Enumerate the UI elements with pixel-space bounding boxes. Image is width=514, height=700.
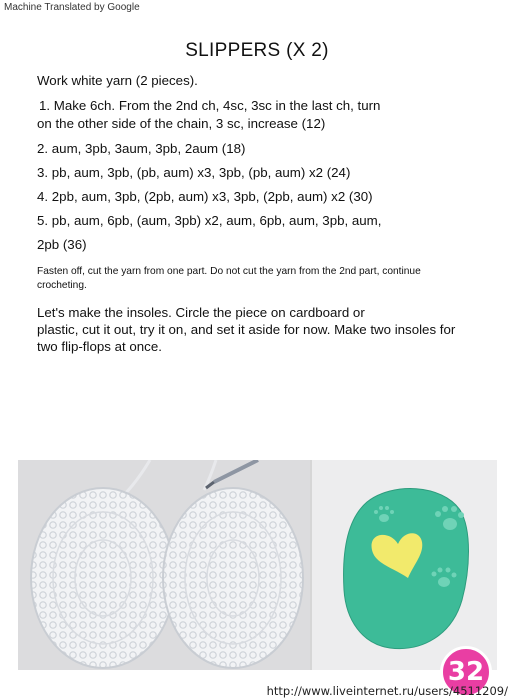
pattern-row-2: 2. aum, 3pb, 3aum, 3pb, 2aum (18) bbox=[37, 141, 246, 156]
pattern-intro: Work white yarn (2 pieces). bbox=[37, 73, 198, 88]
note-line-2: crocheting. bbox=[37, 280, 87, 291]
insole-photo bbox=[312, 460, 497, 670]
note-line-1: Fasten off, cut the yarn from one part. Do not cut the yarn from the 2nd part, continue bbox=[37, 266, 421, 277]
source-url: http://www.liveinternet.ru/users/4511209/ bbox=[266, 684, 508, 698]
pattern-row-1-cont: on the other side of the chain, 3 sc, increase (12) bbox=[37, 116, 326, 131]
page-title: SLIPPERS (X 2) bbox=[185, 40, 329, 61]
insoles-line-3: two flip-flops at once. bbox=[37, 339, 162, 354]
insoles-line-1: Let's make the insoles. Circle the piece on cardboard or bbox=[37, 305, 365, 320]
crochet-sole-right bbox=[163, 488, 303, 668]
photo-strip bbox=[18, 460, 497, 670]
page-number: 32 bbox=[447, 657, 485, 687]
insoles-line-2: plastic, cut it out, try it on, and set it aside for now. Make two insoles for bbox=[37, 322, 456, 337]
pattern-row-3: 3. pb, aum, 3pb, (pb, aum) x3, 3pb, (pb, aum) x2 (24) bbox=[37, 165, 351, 180]
machine-translated-label: Machine Translated by Google bbox=[4, 2, 140, 13]
crochet-soles-photo bbox=[18, 460, 310, 670]
pattern-row-5-cont: 2pb (36) bbox=[37, 237, 87, 252]
pattern-row-4: 4. 2pb, aum, 3pb, (2pb, aum) x3, 3pb, (2pb, aum) x2 (30) bbox=[37, 189, 373, 204]
pattern-row-5: 5. pb, aum, 6pb, (aum, 3pb) x2, aum, 6pb, aum, 3pb, aum, bbox=[37, 213, 382, 228]
pattern-row-1: 1. Make 6ch. From the 2nd ch, 4sc, 3sc in the last ch, turn bbox=[39, 98, 381, 113]
